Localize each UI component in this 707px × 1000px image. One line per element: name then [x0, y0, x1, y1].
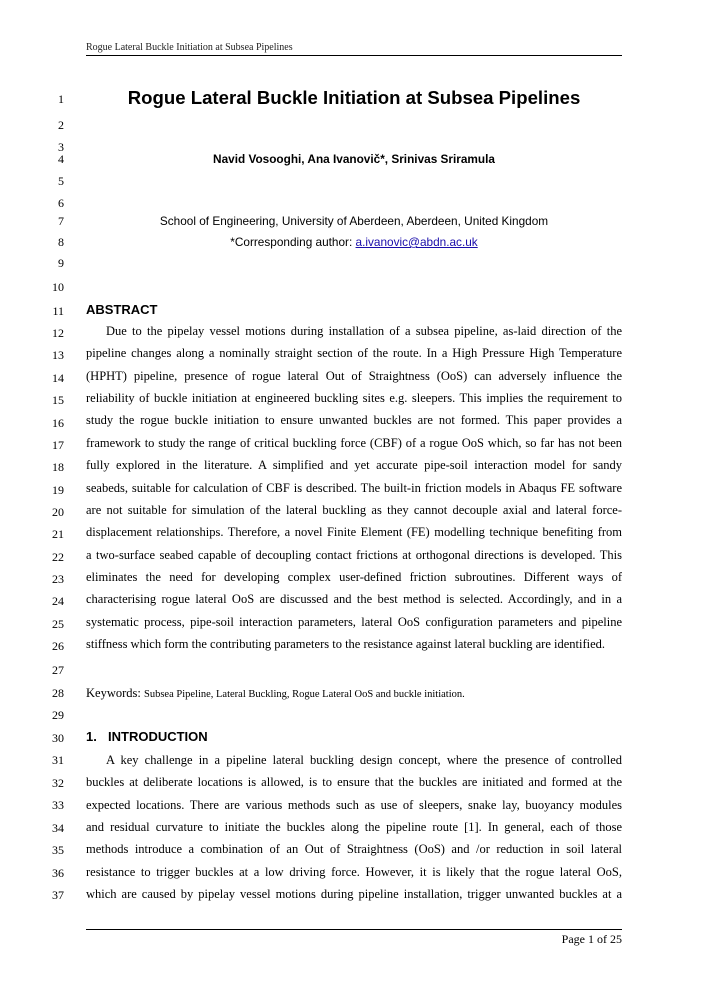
line-number: 9: [58, 256, 64, 270]
line-number: 27: [52, 663, 64, 677]
intro-line: methods introduce a combination of an Out of Straightness (OoS) and /or reduction in soil lateral: [86, 842, 622, 857]
keywords: [86, 685, 622, 703]
line-number: 17: [52, 438, 64, 452]
abstract-line: (HPHT) pipeline, presence of rogue lateral Out of Straightness (OoS) can adversely influence the: [86, 368, 622, 383]
page-number: Page 1 of 25: [561, 932, 622, 946]
line-number: 37: [52, 888, 64, 902]
introduction-body: [86, 749, 622, 906]
abstract-line: pipeline changes along a nominally straight section of the route. In a High Pressure High Temperature: [86, 346, 622, 361]
abstract-line: are not suitable for simulation of the lateral buckling as they cannot decouple axial and lateral force-: [86, 502, 622, 517]
running-header: Rogue Lateral Buckle Initiation at Subsea Pipelines: [86, 42, 293, 53]
line-number: 11: [52, 304, 64, 318]
line-number: 6: [58, 196, 64, 210]
abstract-line: Due to the pipelay vessel motions during installation of a subsea pipeline, as-laid direction of the: [106, 324, 622, 338]
line-number: 5: [58, 174, 64, 188]
line-number: 32: [52, 776, 64, 790]
corresponding-label: *Corresponding author:: [230, 235, 356, 249]
line-number: 35: [52, 843, 64, 857]
footer-rule: [86, 929, 622, 930]
line-number: 13: [52, 348, 64, 362]
abstract-line: fully explored in the literature. A simplified and yet accurate pipe-soil interaction model for sandy: [86, 458, 622, 473]
line-number: 1: [58, 92, 64, 106]
abstract-line: study the rogue buckle initiation to ensure unwanted buckles are not formed. This paper provides a: [86, 413, 622, 428]
line-number: 20: [52, 505, 64, 519]
line-number: 33: [52, 798, 64, 812]
abstract-line: stiffness which form the contributing parameters to the resistance against lateral buckling are identified.: [86, 637, 606, 652]
line-number: 8: [58, 235, 64, 249]
line-number: 14: [52, 371, 64, 385]
intro-line: resistance to trigger buckles at a low driving force. However, it is likely that the rogue lateral OoS,: [86, 864, 622, 879]
corresponding-email-link[interactable]: a.ivanovic@abdn.ac.uk: [355, 235, 478, 249]
abstract-line: framework to study the range of critical buckling force (CBF) of a rogue OoS which, so far has not been: [86, 435, 622, 450]
intro-line: expected locations. There are various methods such as use of sleepers, snake lay, buoyancy modules: [86, 797, 622, 812]
corresponding-author: [86, 234, 622, 250]
line-number: 15: [52, 393, 64, 407]
line-number: 12: [52, 326, 64, 340]
line-number: 7: [58, 214, 64, 228]
paper-title: Rogue Lateral Buckle Initiation at Subsea Pipelines: [127, 87, 581, 108]
line-number: 28: [52, 686, 64, 700]
line-number: 34: [52, 821, 64, 835]
intro-line: buckles at deliberate locations is allowed, is to ensure that the buckles are initiated and formed at the: [86, 775, 622, 790]
abstract-line: eliminates the need for developing complex user-defined friction subroutines. Different ways of: [86, 569, 622, 584]
line-number: 4: [58, 152, 64, 166]
abstract-line: displacement relationships. Therefore, a novel Finite Element (FE) modelling technique benefiting from: [86, 525, 622, 540]
author-list: Navid Vosooghi, Ana Ivanovič*, Srinivas Sriramula: [213, 152, 495, 166]
section-title: INTRODUCTION: [108, 729, 208, 744]
line-number: 24: [52, 594, 64, 608]
header-rule: [86, 55, 622, 56]
keywords-text: Subsea Pipeline, Lateral Buckling, Rogue Lateral OoS and buckle initiation.: [143, 689, 465, 700]
line-number: 36: [52, 866, 64, 880]
affiliation: School of Engineering, University of Aberdeen, Aberdeen, United Kingdom: [159, 214, 549, 228]
intro-line: and residual curvature to initiate the buckles along the pipeline route [1]. In general, each of those: [86, 820, 622, 835]
abstract-line: characterising rogue lateral OoS are discussed and the best method is selected. Accordingly, and in a: [86, 592, 622, 607]
line-number: 18: [52, 460, 64, 474]
line-number: 25: [52, 617, 64, 631]
abstract-line: reliability of buckle initiation at engineered buckling sites e.g. sleepers. This implies the requirement to: [86, 391, 622, 406]
line-number: 3: [58, 140, 64, 154]
line-number: 29: [52, 708, 64, 722]
line-number: 2: [58, 118, 64, 132]
line-number: 30: [52, 731, 64, 745]
abstract-body: [86, 320, 622, 655]
line-number: 23: [52, 572, 64, 586]
intro-line: A key challenge in a pipeline lateral buckling design concept, where the presence of controlled: [106, 753, 622, 767]
abstract-line: seabeds, suitable for calculation of CBF is described. The built-in friction models in Abaqus FE software: [86, 480, 622, 495]
abstract-line: systematic process, pipe-soil interaction parameters, lateral OoS configuration parameters and pipeline: [86, 614, 622, 629]
line-number: 19: [52, 483, 64, 497]
intro-line: which are caused by pipelay vessel motions during pipeline installation, trigger unwanted buckles at a: [86, 887, 622, 902]
abstract-heading: ABSTRACT: [86, 302, 158, 317]
introduction-heading: [86, 729, 208, 745]
line-number: 22: [52, 550, 64, 564]
keywords-label: Keywords:: [86, 686, 144, 700]
line-number: 31: [52, 753, 64, 767]
line-number: 10: [52, 280, 64, 294]
line-number: 16: [52, 416, 64, 430]
line-number: 26: [52, 639, 64, 653]
section-number: 1.: [86, 729, 97, 744]
abstract-line: a two-surface seabed capable of decoupling contact frictions at orthogonal directions is developed. This: [86, 547, 622, 562]
line-number: 21: [52, 527, 64, 541]
